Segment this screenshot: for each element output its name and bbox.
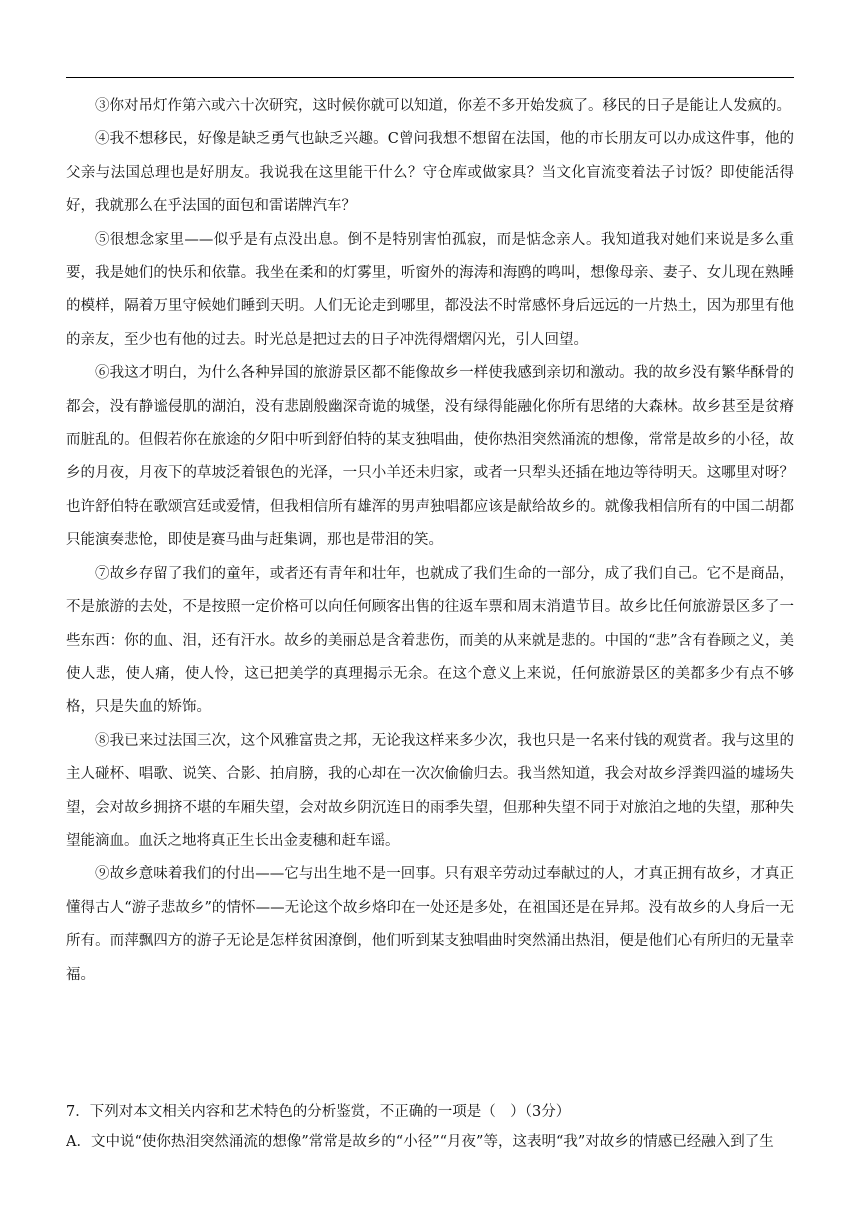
header-rule bbox=[66, 77, 794, 78]
paragraph-9: ⑨故乡意味着我们的付出——它与出生地不是一回事。只有艰辛劳动过奉献过的人，才真正拥有故乡，才真正懂得古人“游子悲故乡”的情怀——无论这个故乡烙印在一处还是多处，在祖国还是在异邦。没有故乡的人身后一无所有。而萍飘四方的游子无论是怎样贫困潦倒，他们听到某支独唱曲时突然涌出热泪，便是他们心有所归的无量幸福。 bbox=[66, 866, 794, 983]
question-stem: 7．下列对本文相关内容和艺术特色的分析鉴赏，不正确的一项是（ ）（3分） bbox=[66, 1104, 571, 1120]
paragraph-7: ⑦故乡存留了我们的童年，或者还有青年和壮年，也就成了我们生命的一部分，成了我们自己。它不是商品，不是旅游的去处，不是按照一定价格可以向任何顾客出售的往返车票和周末消遣节目。故乡比任何旅游景区多了一些东西：你的血、泪，还有汗水。故乡的美丽总是含着悲伤，而美的从来就是悲的。中国的“悲”含有眷顾之义，美使人悲，使人痛，使人怜，这已把美学的真理揭示无余。在这个意义上来说，任何旅游景区的美都多少有点不够格，只是失血的矫饰。 bbox=[66, 565, 794, 716]
paragraph-3: ③你对吊灯作第六或六十次研究，这时候你就可以知道，你差不多开始发疯了。移民的日子是能让人发疯的。 bbox=[95, 98, 791, 114]
question-7 bbox=[66, 1098, 794, 1126]
paragraph-5: ⑤很想念家里——似乎是有点没出息。倒不是特别害怕孤寂，而是惦念亲人。我知道我对她们来说是多么重要，我是她们的快乐和依靠。我坐在柔和的灯雾里，听窗外的海涛和海鸥的鸣叫，想像母亲、妻子、女儿现在熟睡的模样，隔着万里守候她们睡到天明。人们无论走到哪里，都没法不时常感怀身后远远的一片热土，因为那里有他的亲友，至少也有他的过去。时光总是把过去的日子冲洗得熠熠闪光，引人回望。 bbox=[66, 231, 794, 348]
paragraph-8: ⑧我已来过法国三次，这个风雅富贵之邦，无论我这样来多少次，我也只是一名来付钱的观赏者。我与这里的主人碰杯、唱歌、说笑、合影、拍肩膀，我的心却在一次次偷偷归去。我当然知道，我会对故乡浮粪四溢的墟场失望，会对故乡拥挤不堪的车厢失望，会对故乡阴沉连日的雨季失望，但那种失望不同于对旅泊之地的失望，那种失望能滴血。血沃之地将真正生长出金麦穗和赶车谣。 bbox=[66, 732, 794, 849]
question-7-options bbox=[66, 1128, 794, 1156]
paragraph-6: ⑥我这才明白，为什么各种异国的旅游景区都不能像故乡一样使我感到亲切和激动。我的故乡没有繁华酥骨的都会，没有静谧侵肌的湖泊，没有悲剧般幽深奇诡的城堡，没有绿得能融化你所有思绪的大森林。故乡甚至是贫瘠而脏乱的。但假若你在旅途的夕阳中听到舒伯特的某支独唱曲，使你热泪突然涌流的想像，常常是故乡的小径，故乡的月夜，月夜下的草坡泛着银色的光泽，一只小羊还未归家，或者一只犁头还插在地边等待明天。这哪里对呀？也许舒伯特在歌颂宫廷或爱情，但我相信所有雄浑的男声独唱都应该是献给故乡的。就像我相信所有的中国二胡都只能演奏悲怆，即使是赛马曲与赶集调，那也是带泪的笑。 bbox=[66, 365, 794, 549]
article-body bbox=[66, 90, 794, 992]
option-a: A．文中说“使你热泪突然涌流的想像”常常是故乡的“小径”“月夜”等，这表明“我”对故乡的情感已经融入到了生 bbox=[66, 1134, 774, 1150]
paragraph-4: ④我不想移民，好像是缺乏勇气也缺乏兴趣。C曾问我想不想留在法国，他的市长朋友可以办成这件事，他的父亲与法国总理也是好朋友。我说我在这里能干什么？守仓库或做家具？当文化盲流变着法子讨饭？即使能活得好，我就那么在乎法国的面包和雷诺牌汽车？ bbox=[66, 131, 794, 215]
